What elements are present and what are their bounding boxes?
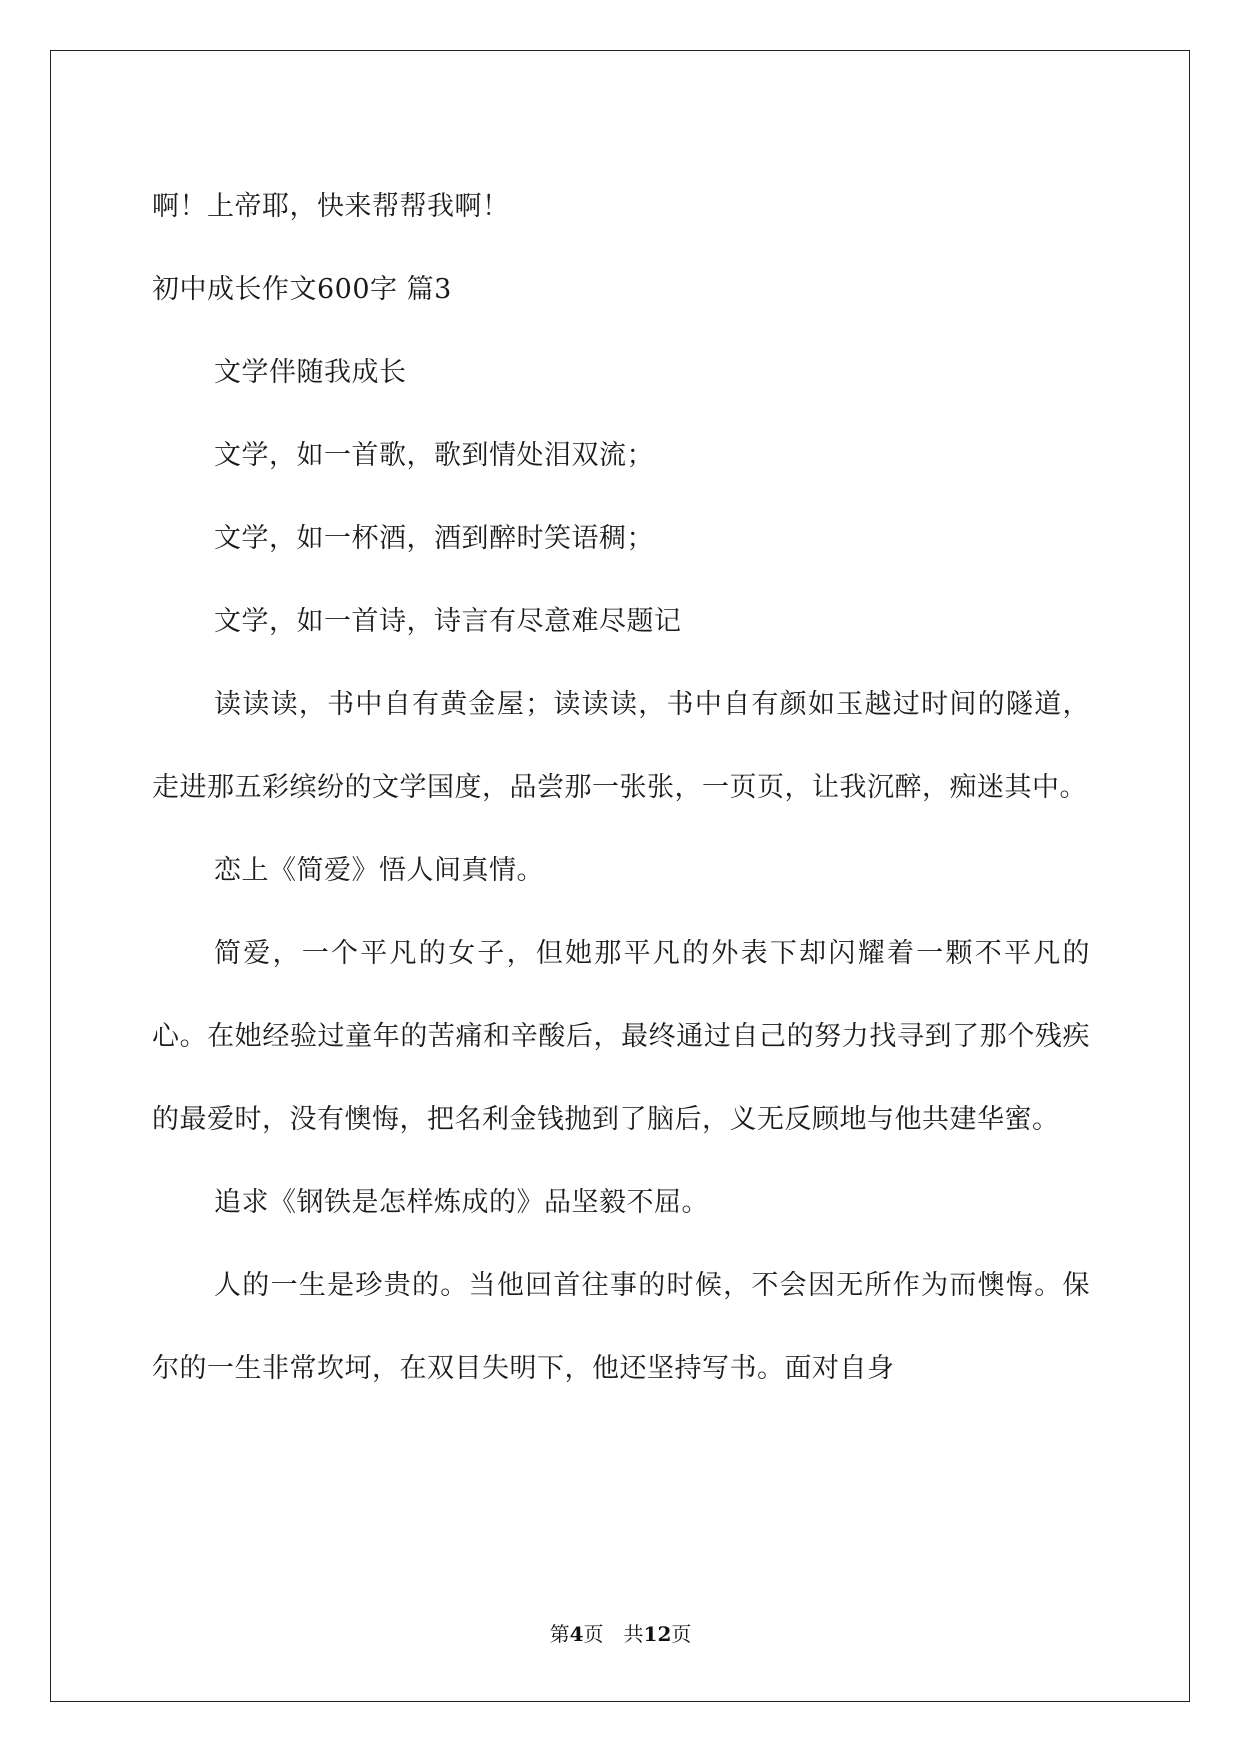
section-heading: 初中成长作文600字 篇3: [152, 274, 452, 305]
footer-suffix: 页: [671, 1622, 692, 1646]
paragraph: 文学，如一首诗，诗言有尽意难尽题记: [214, 606, 682, 637]
paragraph: 文学，如一首歌，歌到情处泪双流；: [214, 440, 654, 471]
paragraph: 读读读，书中自有黄金屋；读读读，书中自有颜如玉越过时间的隧道，走进那五彩缤纷的文学国度，品尝那一张张，一页页，让我沉醉，痴迷其中。: [152, 689, 1090, 803]
paragraph: 文学，如一杯酒，酒到醉时笑语稠；: [214, 523, 654, 554]
page-number: 4: [569, 1622, 584, 1646]
total-pages: 12: [643, 1622, 672, 1646]
essay-title: 文学伴随我成长: [214, 357, 407, 388]
paragraph: 人的一生是珍贵的。当他回首往事的时候，不会因无所作为而懊悔。保尔的一生非常坎坷，在双目失明下，他还坚持写书。面对自身: [152, 1270, 1090, 1384]
footer-mid: 页 共: [583, 1622, 644, 1646]
paragraph: 追求《钢铁是怎样炼成的》品坚毅不屈。: [214, 1187, 709, 1218]
paragraph: 简爱，一个平凡的女子，但她那平凡的外表下却闪耀着一颗不平凡的心。在她经验过童年的苦痛和辛酸后，最终通过自己的努力找寻到了那个残疾的最爱时，没有懊悔，把名利金钱抛到了脑后，义无反顾地与他共建华蜜。: [152, 938, 1090, 1135]
paragraph: 恋上《简爱》悟人间真情。: [214, 855, 544, 886]
document-body: [152, 165, 1090, 1410]
footer-prefix: 第: [549, 1622, 570, 1646]
paragraph: 啊！上帝耶，快来帮帮我啊！: [152, 191, 510, 222]
page-footer: [0, 1618, 1241, 1647]
